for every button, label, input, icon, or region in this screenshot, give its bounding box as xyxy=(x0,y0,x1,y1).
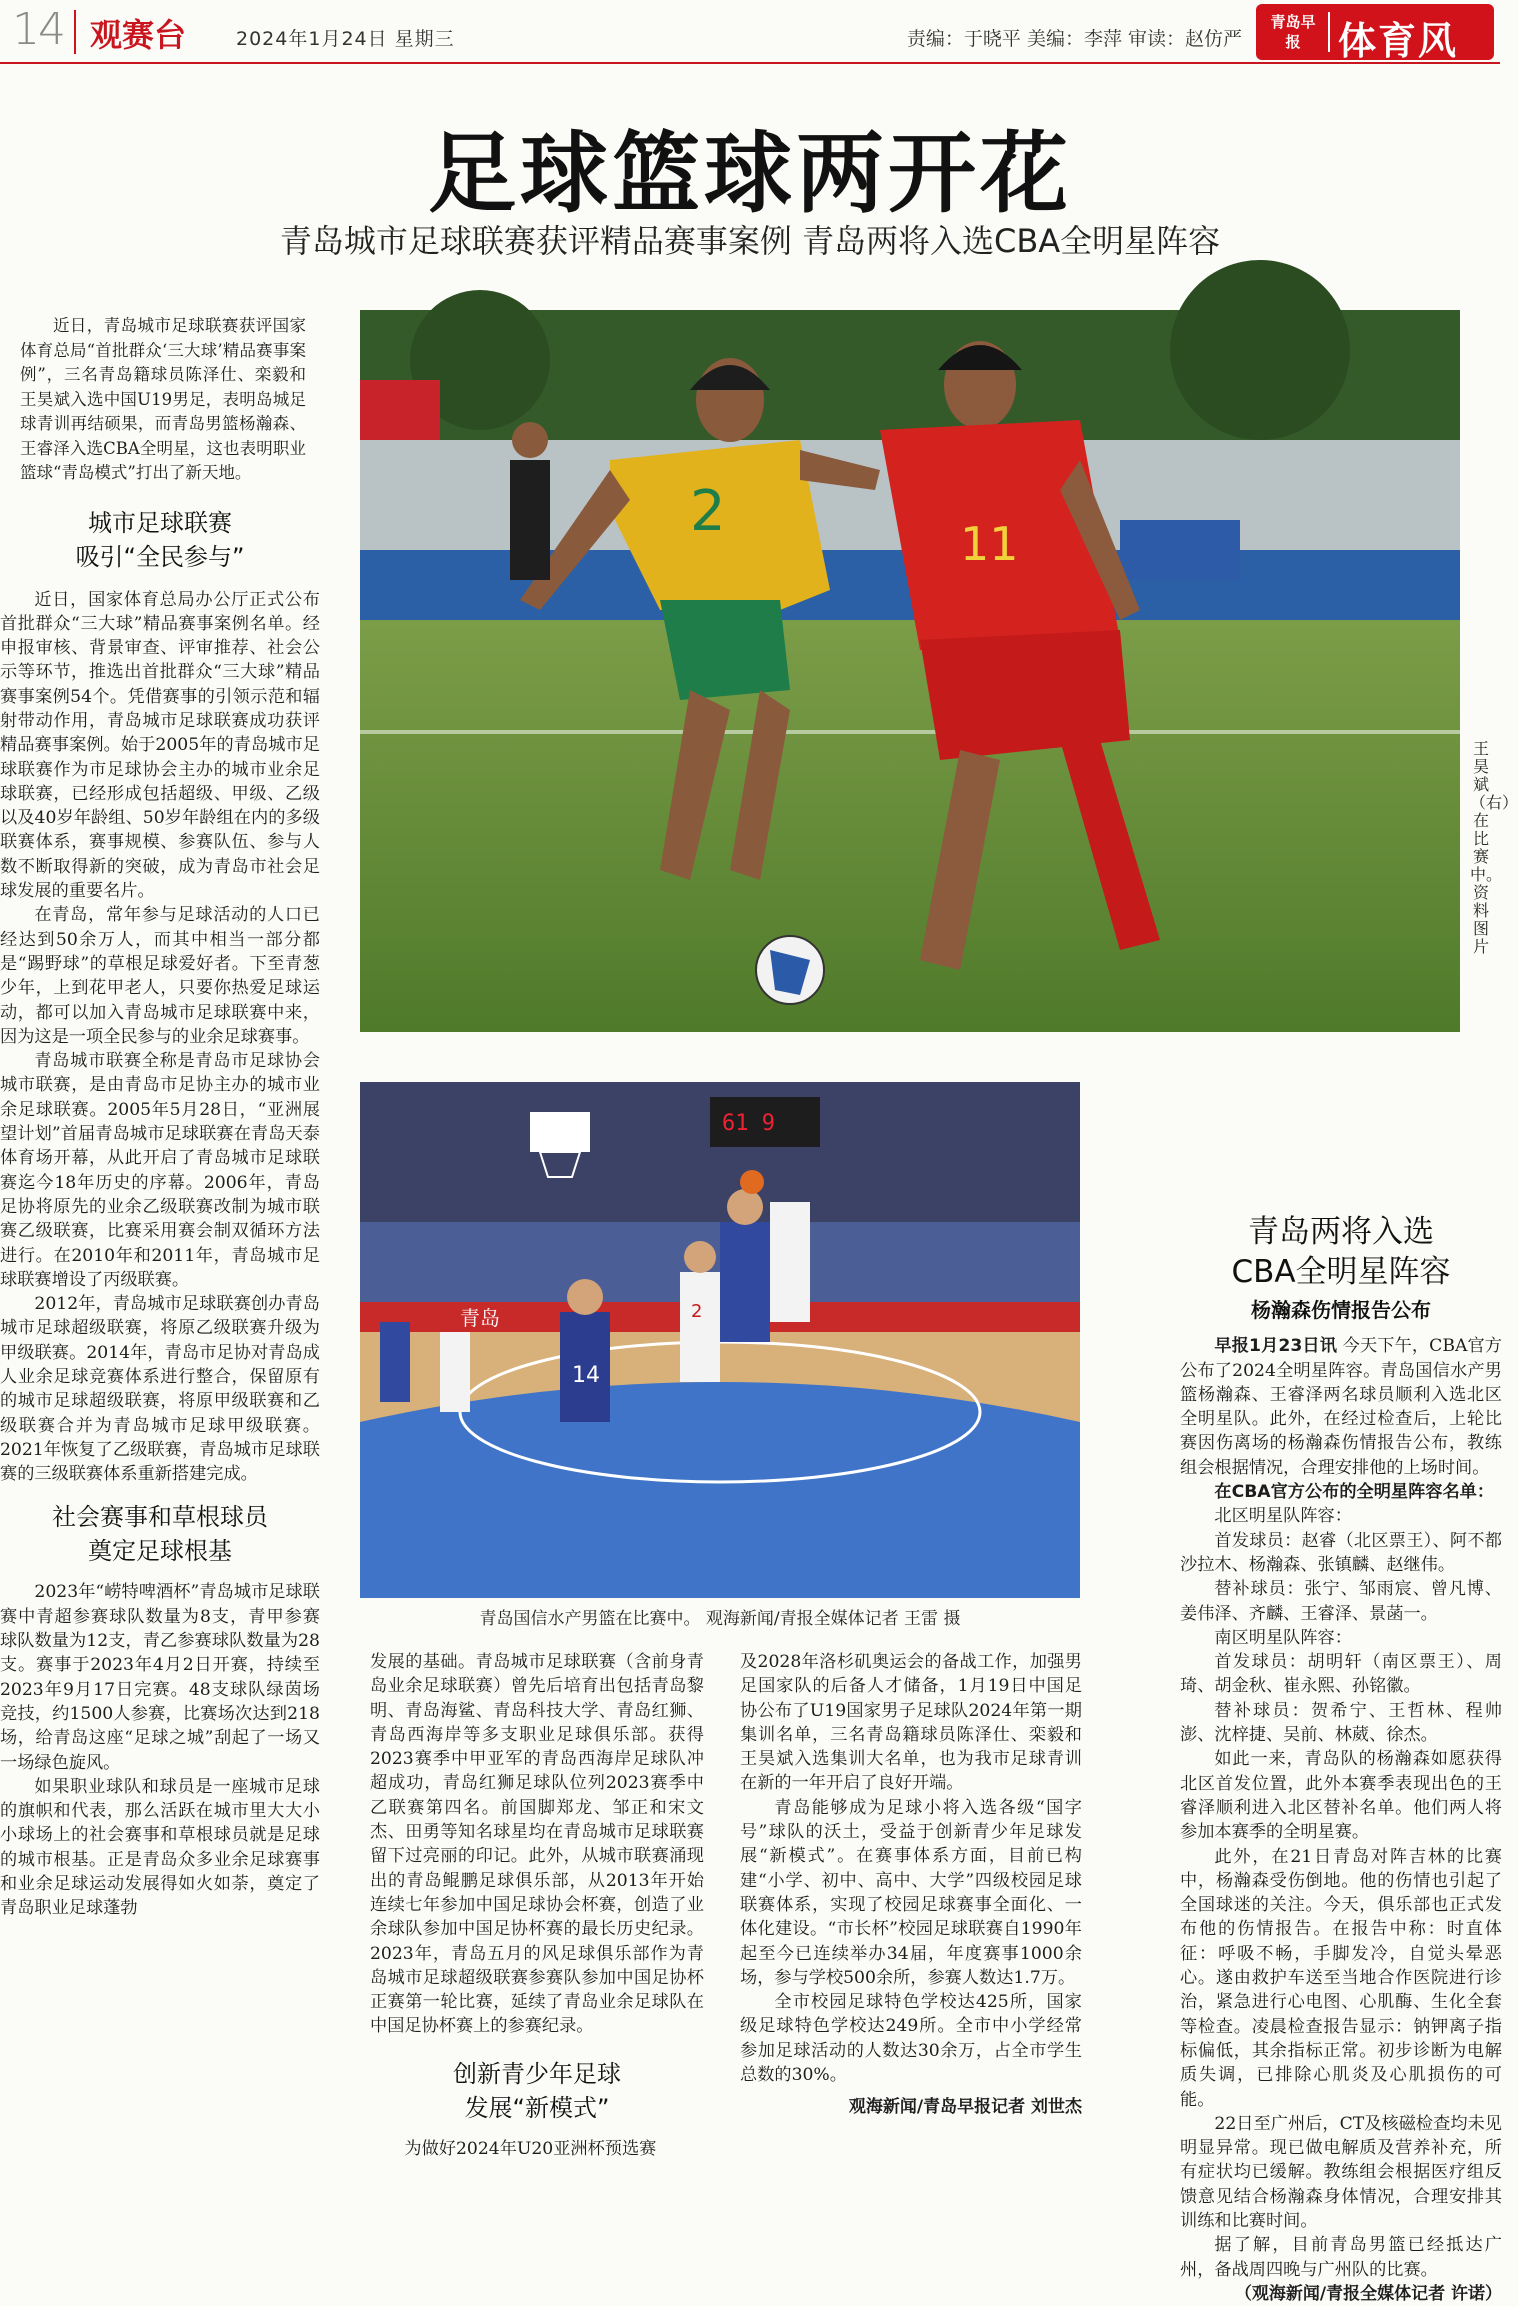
editor-credits: 责编：于晓平 美编：李萍 审读：赵仿严 xyxy=(906,28,1242,50)
body-paragraph xyxy=(1180,1334,1502,1480)
roster-line: 替补球员：张宁、邹雨宸、曾凡博、姜伟泽、齐麟、王睿泽、景菡一。 xyxy=(1180,1579,1502,1624)
football-article-column-end xyxy=(740,1650,1082,2120)
football-article-column-continued xyxy=(370,1650,704,2161)
issue-date: 2024年1月24日 星期三 xyxy=(236,28,455,50)
body-paragraph: 如此一来，青岛队的杨瀚森如愿获得北区首发位置，此外本赛季表现出色的王睿泽顺利进入北区替补名单。他们两人将参加本赛季的全明星赛。 xyxy=(1180,1749,1502,1843)
basketball-photo xyxy=(360,1082,1080,1598)
section-subtitle xyxy=(370,2057,704,2125)
dateline: 早报1月23日讯 xyxy=(1214,1336,1338,1357)
body-paragraph: 为做好2024年U20亚洲杯预选赛 xyxy=(404,2138,657,2159)
arena-board-text: 青岛 xyxy=(460,1306,500,1330)
subtitle-line: 发展“新模式” xyxy=(464,2093,610,2122)
body-paragraph: 青岛城市联赛全称是青岛市足球协会城市联赛，是由青岛市足协主办的城市业余足球联赛。2005年5月28日，“亚洲展望计划”首届青岛城市足球联赛在青岛天泰体育场开幕，从此开启了青岛城市足球联赛迄今18年历史的序幕。2006年，青岛足协将原先的业余乙级联赛改制为城市联赛乙级联赛，比赛采用赛会制双循环方法进行。在2010年和2011年，青岛城市足球联赛增设了丙级联赛。 xyxy=(0,1051,320,1290)
section-name: 观赛台 xyxy=(90,16,187,54)
main-headline: 足球篮球两开花 xyxy=(427,122,1072,225)
football-photo-caption: 王昊斌（右）在比赛中。 资料图片 xyxy=(1470,739,1518,956)
page-number: 14 xyxy=(12,4,64,55)
headline-line: 青岛两将入选 xyxy=(1248,1214,1434,1250)
body-paragraph: 青岛能够成为足球小将入选各级“国字号”球队的沃土，受益于创新青少年足球发展“新模式”。在赛事体系方面，目前已构建“小学、初中、高中、大学”四级校园足球联赛体系，实现了校园足球赛事全面化、一体化建设。“市长杯”校园足球联赛自1990年起至今已连续举办34届，年度赛事1000余场，参与学校500余所，参赛人数达1.7万。 xyxy=(740,1797,1082,1988)
scoreboard-digits: 61 9 xyxy=(722,1111,775,1136)
page-header xyxy=(0,0,1500,64)
roster-group-title: 北区明星队阵容： xyxy=(1214,1506,1352,1527)
body-paragraph: 及2028年洛杉矶奥运会的备战工作，加强男足国家队的后备人才储备，1月19日中国足协公布了U19国家男子足球队2024年第一期集训名单，三名青岛籍球员陈泽仕、栾毅和王昊斌入选集训大名单，也为我市足球青训在新的一年开启了良好开端。 xyxy=(740,1652,1082,1794)
jersey-number-left: 2 xyxy=(690,479,726,544)
article-headline xyxy=(1180,1212,1502,1292)
subtitle-line: 创新青少年足球 xyxy=(453,2059,621,2088)
article-lead: 近日，青岛城市足球联赛获评国家体育总局“首批群众‘三大球’精品赛事案例”，三名青岛籍球员陈泽仕、栾毅和王昊斌入选中国U19男足，表明岛城足球青训再结硕果，而青岛男篮杨瀚森、王睿泽入选CBA全明星，这也表明职业篮球“青岛模式”打出了新天地。 xyxy=(20,316,306,482)
article-subheadline: 杨瀚森伤情报告公布 xyxy=(1251,1298,1431,1322)
jersey-number-red: 2 xyxy=(691,1301,703,1322)
football-article-column xyxy=(0,314,320,1921)
roster-title: 在CBA官方公布的全明星阵容名单： xyxy=(1214,1482,1495,1503)
section-subtitle xyxy=(0,1500,320,1568)
newspaper-logo: 青岛早报 xyxy=(1270,13,1316,51)
column-brand xyxy=(1256,4,1494,63)
roster-line: 首发球员：胡明轩（南区票王）、周琦、胡金秋、崔永熙、孙铭徽。 xyxy=(1180,1652,1502,1697)
roster-line: 替补球员：贺希宁、王哲林、程帅澎、沈梓捷、吴前、林葳、徐杰。 xyxy=(1180,1700,1502,1746)
body-paragraph: 2012年，青岛城市足球联赛创办青岛城市足球超级联赛，将原乙级联赛升级为甲级联赛。2014年，青岛市足协对青岛成人业余足球竞赛体系进行整合，保留原有的城市足球超级联赛，将原甲级联赛和乙级联赛合并为青岛城市足球甲级联赛。2021年恢复了乙级联赛，青岛城市足球联赛的三级联赛体系重新搭建完成。 xyxy=(0,1294,320,1485)
body-paragraph: 2023年“崂特啤酒杯”青岛城市足球联赛中青超参赛球队数量为8支，青甲参赛球队数量为12支，青乙参赛球队数量为28支。赛事于2023年4月2日开赛，持续至2023年9月17日完赛。48支球队绿茵场竞技，约1500人参赛，比赛场次达到218场，给青岛这座“足球之城”刮起了一场又一场绿色旋风。 xyxy=(0,1582,320,1773)
body-paragraph: 22日至广州后，CT及核磁检查均未见明显异常。现已做电解质及营养补充，所有症状均已缓解。教练组会根据医疗组反馈意见结合杨瀚森身体情况，合理安排其训练和比赛时间。 xyxy=(1180,2113,1502,2231)
paragraph-text: 今天下午，CBA官方公布了2024全明星阵容。青岛国信水产男篮杨瀚森、王睿泽两名球员顺利入选北区全明星队。此外，在经过检查后，上轮比赛因伤离场的杨瀚森伤情报告公布，教练组会根据情况，合理安排他的上场时间。 xyxy=(1180,1336,1502,1478)
subtitle-line: 城市足球联赛 xyxy=(88,508,232,537)
article-byline: （观海新闻/青报全媒体记者 许诺） xyxy=(1234,2283,1502,2304)
subtitle-line: 奠定足球根基 xyxy=(88,1537,232,1566)
basketball-photo-caption: 青岛国信水产男篮在比赛中。 观海新闻/青报全媒体记者 王雷 摄 xyxy=(479,1609,961,1629)
basketball-game-image xyxy=(360,1082,1080,1598)
body-paragraph: 近日，国家体育总局办公厅正式公布首批群众“三大球”精品赛事案例名单。经申报审核、背景审查、评审推荐、社会公示等环节，推选出首批群众“三大球”精品赛事案例54个。凭借赛事的引领示范和辐射带动作用，青岛城市足球联赛成功获评精品赛事案例。始于2005年的青岛城市足球联赛作为市足球协会主办的城市业余足球联赛，已经形成包括超级、甲级、乙级以及40岁年龄组、50岁年龄组在内的多级联赛体系，赛事规模、参赛队伍、参与人数不断取得新的突破，成为青岛市社会足球发展的重要名片。 xyxy=(0,589,320,902)
sub-headline: 青岛城市足球联赛获评精品赛事案例 青岛两将入选CBA全明星阵容 xyxy=(279,222,1221,260)
column-name: 体育风 xyxy=(1338,18,1459,63)
roster-group-title: 南区明星队阵容： xyxy=(1214,1627,1352,1648)
football-photo xyxy=(360,310,1460,1032)
roster-line: 首发球员：赵睿（北区票王）、阿不都沙拉木、杨瀚森、张镇麟、赵继伟。 xyxy=(1180,1530,1502,1575)
body-paragraph: 如果职业球队和球员是一座城市足球的旗帜和代表，那么活跃在城市里大大小小球场上的社会赛事和草根球员就是足球的城市根基。正是青岛众多业余足球赛事和业余足球运动发展得如火如荼，奠定了青岛职业足球蓬勃 xyxy=(0,1776,320,1919)
header-divider xyxy=(74,10,76,54)
subtitle-line: 吸引“全民参与” xyxy=(75,542,245,571)
jersey-number-right: 11 xyxy=(960,517,1019,571)
cba-article-column xyxy=(1180,1212,1502,2306)
section-subtitle xyxy=(0,506,320,574)
football-match-image xyxy=(360,310,1460,1032)
body-paragraph: 发展的基础。青岛城市足球联赛（含前身青岛业余足球联赛）曾先后培育出包括青岛黎明、青岛海鲨、青岛科技大学、青岛红狮、青岛西海岸等多支职业足球俱乐部。获得2023赛季中甲亚军的青岛西海岸足球队冲超成功，青岛红狮足球队位列2023赛季中乙联赛第四名。前国脚郑龙、邹正和宋文杰、田勇等知名球星均在青岛城市足球联赛留下过亮丽的印记。此外，从城市联赛涌现出的青岛鲲鹏足球俱乐部，从2013年开始连续七年参加中国足球协会杯赛，创造了业余球队参加中国足协杯赛的最长历史纪录。2023年，青岛五月的风足球俱乐部作为青岛城市足球超级联赛参赛队参加中国足协杯正赛第一轮比赛，延续了青岛业余足球队在中国足协杯赛上的参赛纪录。 xyxy=(370,1652,704,2037)
brand-divider xyxy=(1328,12,1330,52)
body-paragraph: 此外，在21日青岛对阵吉林的比赛中，杨瀚森受伤倒地。他的伤情也引起了全国球迷的关注。今天，俱乐部也正式发布他的伤情报告。在报告中称：时直体征：呼吸不畅，手脚发冷，自觉头晕恶心。遂由救护车送至当地合作医院进行诊治，紧急进行心电图、心肌酶、生化全套等检查。凌晨检查报告显示：钠钾离子指标偏低，其余指标正常。初步诊断为电解质失调，已排除心肌炎及心肌损伤的可能。 xyxy=(1180,1846,1502,2110)
jersey-number-front: 14 xyxy=(572,1363,600,1388)
body-paragraph: 据了解，目前青岛男篮已经抵达广州，备战周四晚与广州队的比赛。 xyxy=(1180,2235,1502,2280)
body-paragraph: 全市校园足球特色学校达425所，国家级足球特色学校达249所。全市中小学经常参加足球活动的人数达30余万，占全市学生总数的30%。 xyxy=(740,1992,1082,2086)
headline-line: CBA全明星阵容 xyxy=(1231,1254,1451,1290)
body-paragraph: 在青岛，常年参与足球活动的人口已经达到50余万人，而其中相当一部分都是“踢野球”的草根足球爱好者。下至青葱少年，上到花甲老人，只要你热爱足球运动，都可以加入青岛城市足球联赛中来，因为这是一项全民参与的业余足球赛事。 xyxy=(0,905,320,1047)
article-byline: 观海新闻/青岛早报记者 刘世杰 xyxy=(848,2097,1082,2118)
subtitle-line: 社会赛事和草根球员 xyxy=(52,1503,268,1532)
